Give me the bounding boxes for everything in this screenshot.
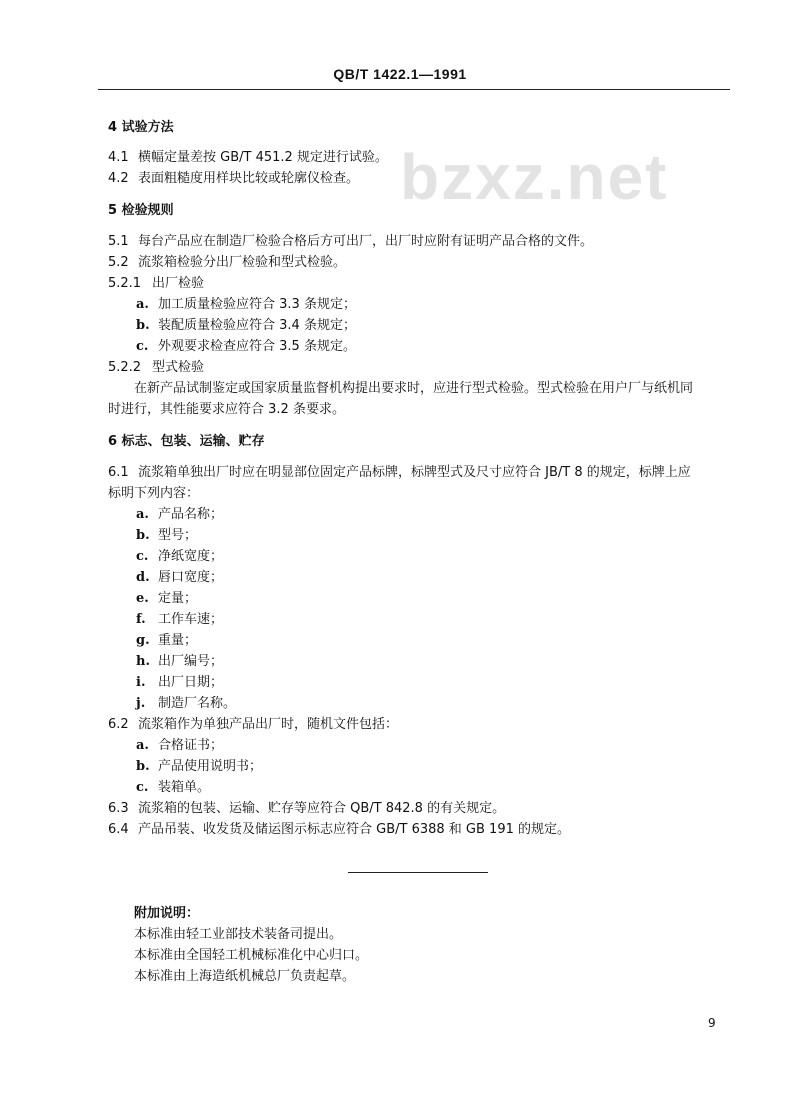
clause-5-1 <box>108 234 593 250</box>
clause-number: 5.1 <box>108 234 129 249</box>
clause-4-2 <box>108 171 359 187</box>
clause-text: 流浆箱的包装、运输、贮存等应符合 QB/T 842.8 的有关规定。 <box>138 801 506 816</box>
clause-text: 型式检验 <box>152 360 205 375</box>
list-item: i. 出厂日期； <box>136 675 224 690</box>
list-item: c. 外观要求检查应符合 3.5 条规定。 <box>136 339 356 354</box>
clause-number: 5.2 <box>108 255 129 270</box>
clause-text: 每台产品应在制造厂检验合格后方可出厂，出厂时应附有证明产品合格的文件。 <box>138 234 594 249</box>
clause-number: 6.4 <box>108 822 129 837</box>
clause-text: 流浆箱检验分出厂检验和型式检验。 <box>138 255 347 270</box>
list-item: b. 产品使用说明书； <box>136 759 263 774</box>
clause-text: 流浆箱单独出厂时应在明显部位固定产品标牌，标牌型式及尺寸应符合 JB/T 8 的规定，标牌上应 <box>138 465 691 480</box>
clause-5-2-2 <box>108 360 204 376</box>
section-6-heading: 6 标志、包装、运输、贮存 <box>108 434 265 449</box>
section-5-heading: 5 检验规则 <box>108 203 174 218</box>
appendix-title: 附加说明： <box>134 906 200 921</box>
header-rule <box>98 89 730 90</box>
list-item: b. 装配质量检验应符合 3.4 条规定； <box>136 318 356 333</box>
clause-6-3 <box>108 801 505 817</box>
clause-text: 产品吊装、收发货及储运图示标志应符合 GB/T 6388 和 GB 191 的规定。 <box>138 822 570 837</box>
appendix-line: 本标准由全国轻工机械标准化中心归口。 <box>134 948 369 963</box>
clause-number: 4.1 <box>108 150 129 165</box>
clause-4-1 <box>108 150 388 166</box>
clause-number: 6.2 <box>108 717 129 732</box>
clause-text: 表面粗糙度用样块比较或轮廓仪检查。 <box>138 171 360 186</box>
paragraph-line: 在新产品试制鉴定或国家质量监督机构提出要求时，应进行型式检验。型式检验在用户厂与纸机同 <box>134 381 694 396</box>
list-item: f. 工作车速； <box>136 612 224 627</box>
list-item: a. 合格证书； <box>136 738 224 753</box>
list-item: b. 型号； <box>136 528 198 543</box>
watermark: bzxz.net <box>400 141 669 213</box>
clause-number: 6.1 <box>108 465 129 480</box>
list-item: a. 加工质量检验应符合 3.3 条规定； <box>136 297 356 312</box>
page-number: 9 <box>708 1016 716 1030</box>
list-item: h. 出厂编号； <box>136 654 224 669</box>
clause-number: 4.2 <box>108 171 129 186</box>
list-item: j. 制造厂名称。 <box>136 696 237 711</box>
clause-5-2 <box>108 255 346 271</box>
clause-number: 6.3 <box>108 801 129 816</box>
clause-5-2-1 <box>108 276 204 292</box>
appendix-line: 本标准由上海造纸机械总厂负责起草。 <box>134 969 356 984</box>
list-item: c. 装箱单。 <box>136 780 211 795</box>
appendix-line: 本标准由轻工业部技术装备司提出。 <box>134 927 343 942</box>
clause-6-2 <box>108 717 398 733</box>
clause-6-4 <box>108 822 570 838</box>
clause-text: 出厂检验 <box>152 276 205 291</box>
section-4-heading: 4 试验方法 <box>108 120 174 135</box>
end-of-text-rule <box>348 872 488 873</box>
paragraph-line: 时进行，其性能要求应符合 3.2 条要求。 <box>108 402 345 417</box>
clause-6-1 <box>108 465 691 481</box>
list-item: c. 净纸宽度； <box>136 549 224 564</box>
paragraph-line: 标明下列内容： <box>108 486 200 501</box>
list-item: e. 定量； <box>136 591 198 606</box>
document-code-header: QB/T 1422.1—1991 <box>333 66 467 82</box>
clause-text: 横幅定量差按 GB/T 451.2 规定进行试验。 <box>138 150 388 165</box>
clause-text: 流浆箱作为单独产品出厂时，随机文件包括： <box>138 717 399 732</box>
list-item: a. 产品名称； <box>136 507 224 522</box>
clause-number: 5.2.2 <box>108 360 142 375</box>
list-item: g. 重量； <box>136 633 198 648</box>
list-item: d. 唇口宽度； <box>136 570 224 585</box>
clause-number: 5.2.1 <box>108 276 142 291</box>
